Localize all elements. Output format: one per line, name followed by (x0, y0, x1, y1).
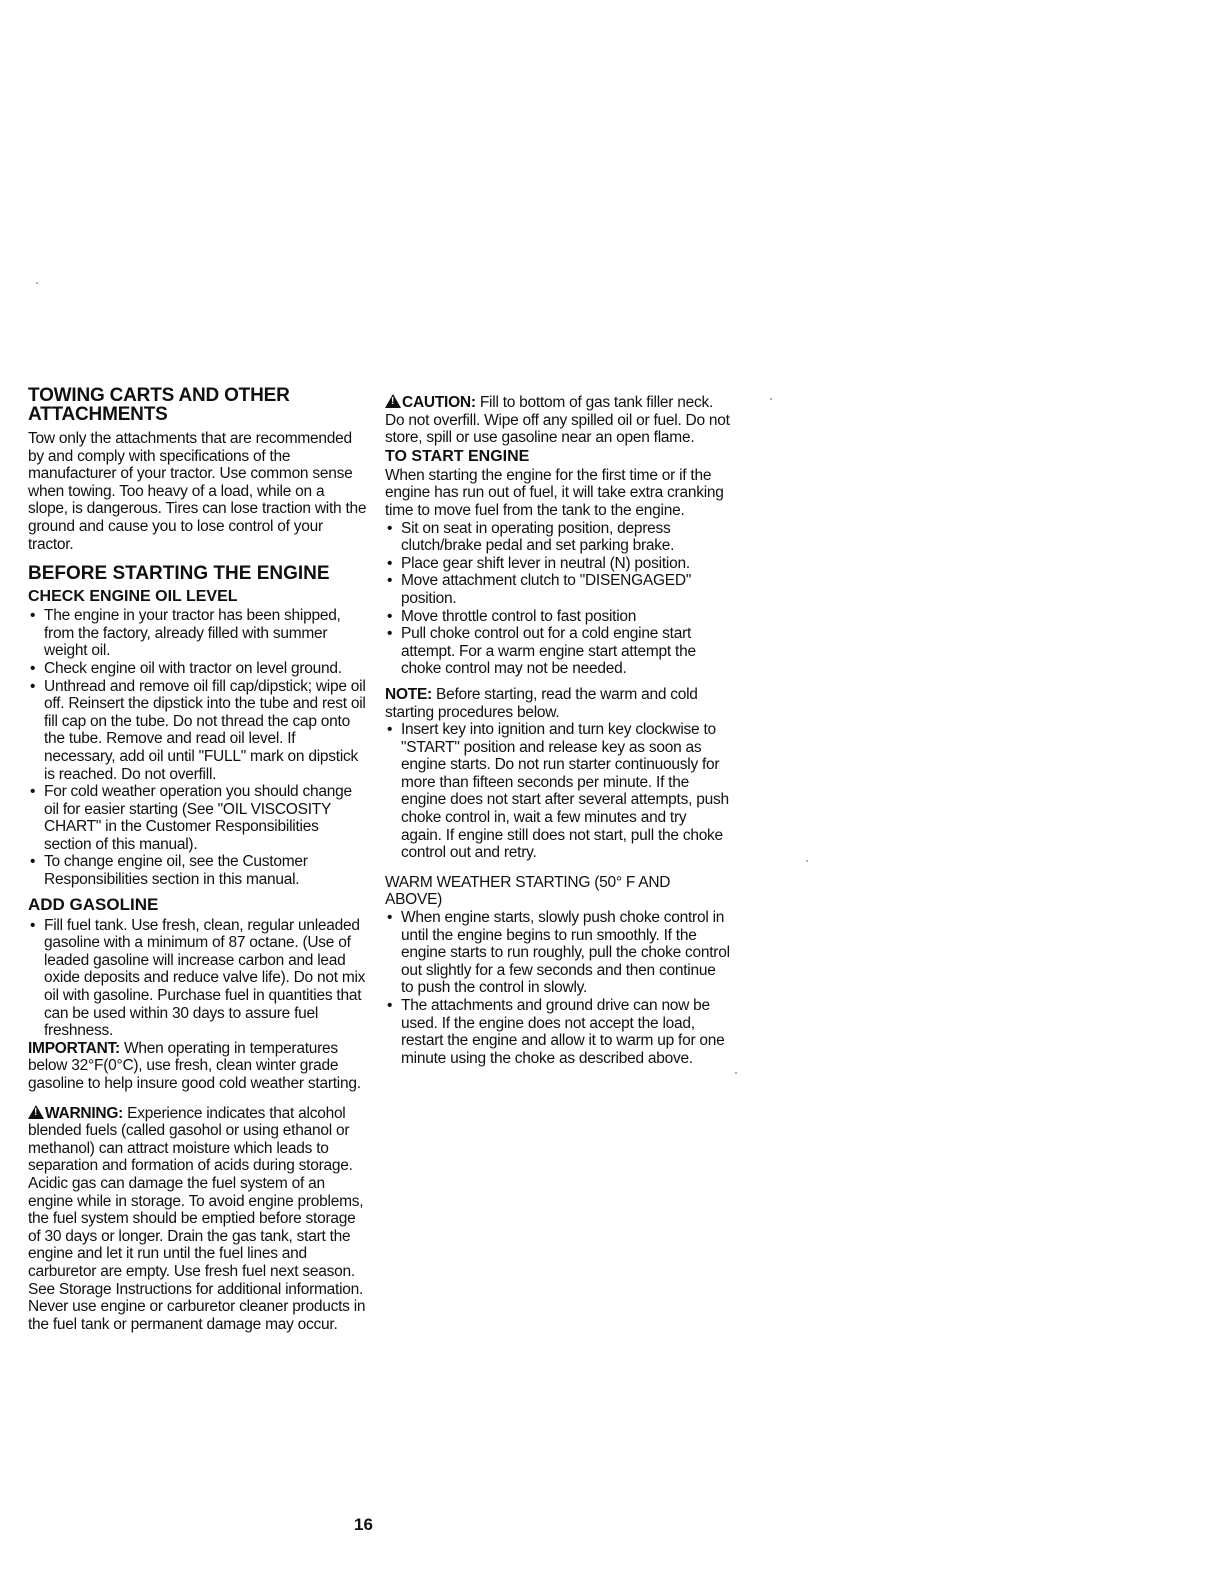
key-steps-list (385, 721, 730, 862)
list-item: • Check engine oil with tractor on level ground. (28, 660, 368, 678)
important-label: IMPORTANT: (28, 1039, 120, 1057)
towing-heading: TOWING CARTS AND OTHER ATTACHMENTS (28, 385, 290, 425)
warning-paragraph (28, 1105, 368, 1334)
list-item: • Fill fuel tank. Use fresh, clean, regular unleaded gasoline with a minimum of 87 octane. (Use of leaded gasoline will increase carbon and lead oxide deposits and reduce valve life). Do not mix oil with gasoline. Purchase fuel in quantities that can be used within 30 days to assure fuel freshness. (28, 917, 368, 1040)
caution-triangle-icon (385, 394, 401, 408)
start-steps-list (385, 520, 730, 678)
list-item: • Move attachment clutch to "DISENGAGED" position. (385, 572, 730, 607)
caution-paragraph (385, 394, 730, 447)
warning-text: Experience indicates that alcohol blended fuels (called gasohol or using ethanol or methanol) can attract moisture which leads to separation and formation of acids during storage. Acidic gas can damage the fuel system of an engine while in storage. To avoid engine problems, the fuel system should be emptied before storage of 30 days or longer. Drain the gas tank, start the engine and let it run until the fuel lines and carburetor are empty. Use fresh fuel next season. See Storage Instructions for additional information. Never use engine or carburetor cleaner products in the fuel tank or permanent damage may occur. (28, 1104, 366, 1333)
list-item: • For cold weather operation you should change oil for easier starting (See "OIL VISCOSITY CHART" in the Customer Responsibilities section of this manual). (28, 783, 368, 853)
caution-label: CAUTION: (402, 394, 476, 411)
list-item: • The engine in your tractor has been shipped, from the factory, already filled with summer weight oil. (28, 607, 368, 660)
add-gasoline-list (28, 917, 368, 1040)
warm-weather-list (385, 909, 730, 1067)
list-item: • Move throttle control to fast position (385, 608, 730, 626)
add-gasoline-heading: ADD GASOLINE (28, 894, 159, 914)
to-start-text: When starting the engine for the first time or if the engine has run out of fuel, it will take extra cranking time to move fuel from the tank to the engine. (385, 466, 724, 519)
warning-triangle-icon (28, 1105, 44, 1119)
important-paragraph (28, 1040, 368, 1093)
to-start-heading: TO START ENGINE (385, 447, 530, 465)
before-starting-heading: BEFORE STARTING THE ENGINE (28, 563, 330, 585)
towing-text: Tow only the attachments that are recommended by and comply with specifications of the manufacturer of your tractor. Use common sense when towing. Too heavy of a load, while on a slope, is dangerous. Tires can lose traction with the ground and cause you to lose control of your tractor. (28, 430, 367, 553)
caution-text: Fill to bottom of gas tank filler neck. Do not overfill. Wipe off any spilled oil or fuel. Do not store, spill or use gasoline near an open flame. (385, 394, 730, 447)
list-item: • Place gear shift lever in neutral (N) position. (385, 555, 730, 573)
scan-speck (735, 1072, 737, 1074)
scan-speck (36, 282, 38, 284)
list-item: • The attachments and ground drive can now be used. If the engine does not accept the load, restart the engine and allow it to warm up for one minute using the choke as described above. (385, 997, 730, 1067)
note-paragraph (385, 686, 730, 721)
note-text: Before starting, read the warm and cold starting procedures below. (385, 685, 698, 721)
check-oil-list (28, 607, 368, 889)
list-item: • To change engine oil, see the Customer Responsibilities section in this manual. (28, 853, 368, 888)
check-oil-heading: CHECK ENGINE OIL LEVEL (28, 588, 238, 606)
page-number: 16 (354, 1515, 373, 1534)
right-column (385, 386, 730, 1067)
important-text: When operating in temperatures below 32°F(0°C), use fresh, clean winter grade gasoline to help insure good cold weather starting. (28, 1039, 361, 1092)
list-item: • Insert key into ignition and turn key clockwise to "START" position and release key as soon as engine starts. Do not run starter continuously for more than fifteen seconds per minute. If the engine does not start after several attempts, push choke control in, wait a few minutes and try again. If engine still does not start, pull the choke control out and retry. (385, 721, 730, 862)
list-item: • When engine starts, slowly push choke control in until the engine begins to run smoothly. If the engine starts to run roughly, pull the choke control out slightly for a few seconds and then continue to push the control in slowly. (385, 909, 730, 997)
warning-label: WARNING: (45, 1104, 124, 1122)
warm-weather-heading: WARM WEATHER STARTING (50° F AND ABOVE) (385, 873, 671, 909)
note-label: NOTE: (385, 685, 432, 703)
scan-speck (770, 398, 772, 400)
left-column (28, 386, 368, 1333)
scan-speck (806, 860, 808, 862)
list-item: • Sit on seat in operating position, depress clutch/brake pedal and set parking brake. (385, 520, 730, 555)
list-item: • Pull choke control out for a cold engine start attempt. For a warm engine start attempt the choke control may not be needed. (385, 625, 730, 678)
list-item: • Unthread and remove oil fill cap/dipstick; wipe oil off. Reinsert the dipstick into the tube and rest oil fill cap on the tube. Do not thread the cap onto the tube. Remove and read oil level. If necessary, add oil until "FULL" mark on dipstick is reached. Do not overfill. (28, 678, 368, 784)
